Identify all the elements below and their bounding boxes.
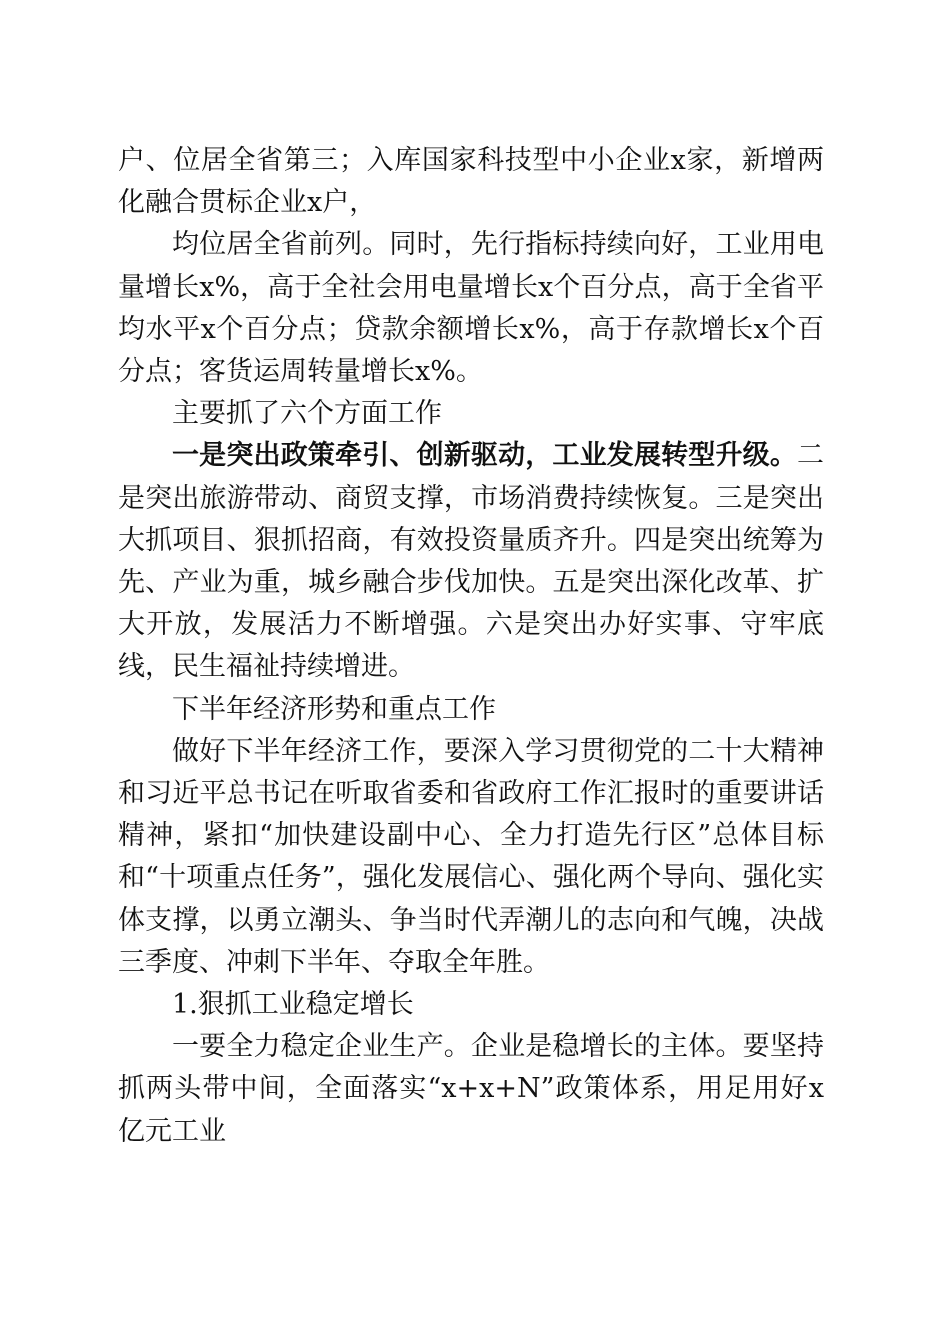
heading-industry-growth: 1.狠抓工业稳定增长: [172, 989, 414, 1021]
heading-six-aspects: 主要抓了六个方面工作: [172, 398, 442, 430]
paragraph-industry-growth: 一要全力稳定企业生产。企业是稳增长的主体。要坚持抓两头带中间，全面落实“x+x+N”政策体系，用足用好x亿元工业: [118, 1031, 824, 1147]
paragraph-second-half: 做好下半年经济工作，要深入学习贯彻党的二十大精神和习近平总书记在听取省委和省政府工作汇报时的重要讲话精神，紧扣“加快建设副中心、全力打造先行区”总体目标和“十项重点任务”，强化发展信心、强化两个导向、强化实体支撑，以勇立潮头、争当时代弄潮儿的志向和气魄，决战三季度、冲刺下半年、夺取全年胜。: [118, 735, 824, 978]
document-body: [118, 140, 824, 1153]
paragraph-six-aspects-rest: 二是突出旅游带动、商贸支撑，市场消费持续恢复。三是突出大抓项目、狠抓招商，有效投资量质齐升。四是突出统筹为先、产业为重，城乡融合步伐加快。五是突出深化改革、扩大开放，发展活力不断增强。六是突出办好实事、守牢底线，民生福祉持续增进。: [118, 440, 824, 683]
paragraph-six-aspects-lead: 一是突出政策牵引、创新驱动，工业发展转型升级。: [172, 440, 797, 472]
paragraph-six-aspects: [118, 435, 824, 688]
heading-second-half: 下半年经济形势和重点工作: [172, 693, 496, 725]
paragraph-continuation: 户、位居全省第三；入库国家科技型中小企业x家，新增两化融合贯标企业x户，: [118, 145, 824, 219]
paragraph-indicators: 均位居全省前列。同时，先行指标持续向好，工业用电量增长x%，高于全社会用电量增长x个百分点，高于全省平均水平x个百分点；贷款余额增长x%，高于存款增长x个百分点；客货运周转量增长x%。: [118, 229, 824, 388]
